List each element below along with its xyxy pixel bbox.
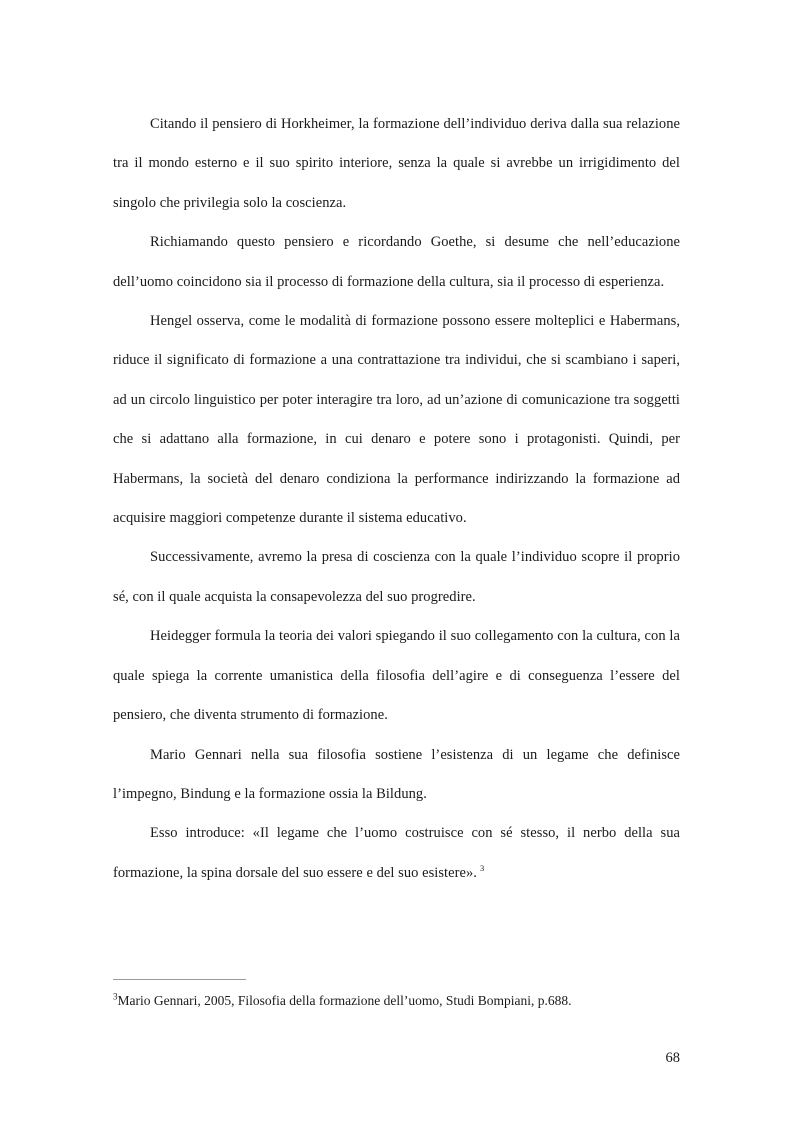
paragraph-presa-di-coscienza: Successivamente, avremo la presa di coscienza con la quale l’individuo scopre il proprio sé, con il quale acquista la consapevolezza del suo progredire.: [113, 549, 680, 605]
paragraph-hengel-habermans: Hengel osserva, come le modalità di formazione possono essere molteplici e Habermans, riduce il significato di formazione a una contrattazione tra individui, che si scambiano i saperi, ad un circolo linguistico per poter interagire tra loro, ad un’azione di comunicazione tra soggetti che si adattano alla formazione, in cui denaro e potere sono i protagonisti. Quindi, per Habermans, la società del denaro condiziona la performance indirizzando la formazione ad acquisire maggiori competenze durante il sistema educativo.: [113, 313, 680, 527]
paragraph-heidegger: Heidegger formula la teoria dei valori spiegando il suo collegamento con la cultura, con la quale spiega la corrente umanistica della filosofia dell’agire e di conseguenza l’essere del pensiero, che diventa strumento di formazione.: [113, 628, 680, 724]
page-number: 68: [665, 1050, 680, 1066]
document-body: [113, 105, 680, 893]
footnote-reference[interactable]: 3: [479, 862, 485, 873]
footnote-text: Mario Gennari, 2005, Filosofia della formazione dell’uomo, Studi Bompiani, p.688.: [117, 993, 572, 1008]
quote-text: Esso introduce: «Il legame che l’uomo costruisce con sé stesso, il nerbo della sua formazione, la spina dorsale del suo essere e del suo esistere».: [113, 825, 680, 881]
footnote-separator: [113, 979, 246, 980]
paragraph-goethe: Richiamando questo pensiero e ricordando Goethe, si desume che nell’educazione dell’uomo coincidono sia il processo di formazione della cultura, sia il processo di esperienza.: [113, 234, 680, 290]
paragraph-esso-introduce: [113, 814, 680, 893]
footnote-mark: 3: [113, 991, 118, 1002]
paragraph-horkheimer: Citando il pensiero di Horkheimer, la formazione dell’individuo deriva dalla sua relazione tra il mondo esterno e il suo spirito interiore, senza la quale si avrebbe un irrigidimento del singolo che privilegia solo la coscienza.: [113, 116, 680, 211]
paragraph-gennari: Mario Gennari nella sua filosofia sostiene l’esistenza di un legame che definisce l’impegno, Bindung e la formazione ossia la Bildung.: [113, 746, 680, 802]
footnote: [113, 992, 680, 1010]
